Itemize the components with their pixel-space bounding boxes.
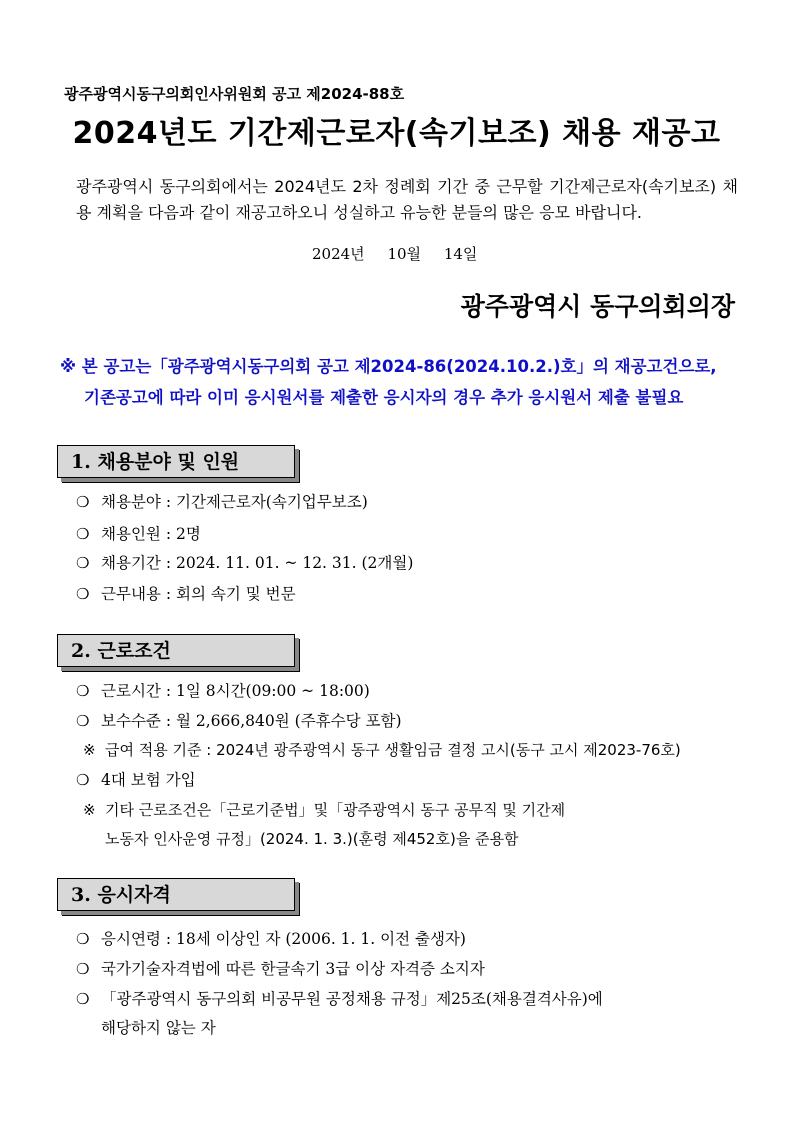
note-mark-icon: ※	[83, 741, 96, 759]
list-item: ❍ 4대 보험 가입	[76, 771, 196, 789]
note-item: ※ 급여 적용 기준 : 2024년 광주광역시 동구 생활임금 결정 고시(동구 고시 제2023-76호)	[83, 741, 681, 759]
announcement-date	[312, 243, 477, 264]
section-1-heading: 1. 채용분야 및 인원	[57, 445, 295, 478]
reannouncement-notice	[60, 351, 717, 413]
bullet-icon: ❍	[76, 930, 90, 948]
list-item: ❍ 국가기술자격법에 따른 한글속기 3급 이상 자격증 소지자	[76, 960, 485, 978]
list-item: ❍ 응시연령 : 18세 이상인 자 (2006. 1. 1. 이전 출생자)	[76, 930, 466, 948]
bullet-icon: ❍	[76, 585, 90, 603]
list-item-continuation: 해당하지 않는 자	[101, 1019, 216, 1037]
bullet-icon: ❍	[76, 960, 90, 978]
note-mark-icon: ※	[83, 801, 96, 819]
notice-line-2: 기존공고에 따라 이미 응시원서를 제출한 응시자의 경우 추가 응시원서 제출 불필요	[84, 388, 684, 407]
list-item: ❍ 보수수준 : 월 2,666,840원 (주휴수당 포함)	[76, 712, 402, 730]
note-continuation: 노동자 인사운영 규정」(2024. 1. 3.)(훈령 제452호)을 준용함	[105, 830, 519, 848]
date-day: 14일	[443, 245, 478, 263]
bullet-icon: ❍	[76, 771, 90, 789]
list-item: ❍ 근로시간 : 1일 8시간(09:00 ~ 18:00)	[76, 682, 370, 700]
bullet-icon: ❍	[76, 990, 90, 1008]
notice-line-1: ※ 본 공고는「광주광역시동구의회 공고 제2024-86(2024.10.2.)호」의 재공고건으로,	[60, 357, 717, 376]
list-item: ❍ 채용기간 : 2024. 11. 01. ~ 12. 31. (2개월)	[76, 554, 414, 572]
bullet-icon: ❍	[76, 525, 90, 543]
intro-paragraph: 광주광역시 동구의회에서는 2024년도 2차 정례회 기간 중 근무할 기간제근로자(속기보조) 채용 계획을 다음과 같이 재공고하오니 성실하고 유능한 분들의 많은 응모 바랍니다.	[76, 177, 738, 222]
note-item: ※ 기타 근로조건은「근로기준법」및「광주광역시 동구 공무직 및 기간제	[83, 801, 566, 819]
signer: 광주광역시 동구의회의장	[460, 292, 735, 321]
date-year: 2024년	[312, 245, 365, 263]
bullet-icon: ❍	[76, 493, 90, 511]
section-3-heading: 3. 응시자격	[57, 878, 295, 911]
section-2-heading: 2. 근로조건	[57, 634, 295, 667]
bullet-icon: ❍	[76, 682, 90, 700]
notice-number: 광주광역시동구의회인사위원회 공고 제2024-88호	[64, 85, 405, 103]
page-title: 2024년도 기간제근로자(속기보조) 채용 재공고	[72, 116, 721, 151]
bullet-icon: ❍	[76, 554, 90, 572]
date-month: 10월	[387, 245, 422, 263]
bullet-icon: ❍	[76, 712, 90, 730]
list-item: ❍ 채용인원 : 2명	[76, 525, 201, 543]
list-item: ❍ 근무내용 : 회의 속기 및 번문	[76, 585, 296, 603]
list-item: ❍ 「광주광역시 동구의회 비공무원 공정채용 규정」제25조(채용결격사유)에	[76, 990, 603, 1008]
list-item: ❍ 채용분야 : 기간제근로자(속기업무보조)	[76, 493, 368, 511]
